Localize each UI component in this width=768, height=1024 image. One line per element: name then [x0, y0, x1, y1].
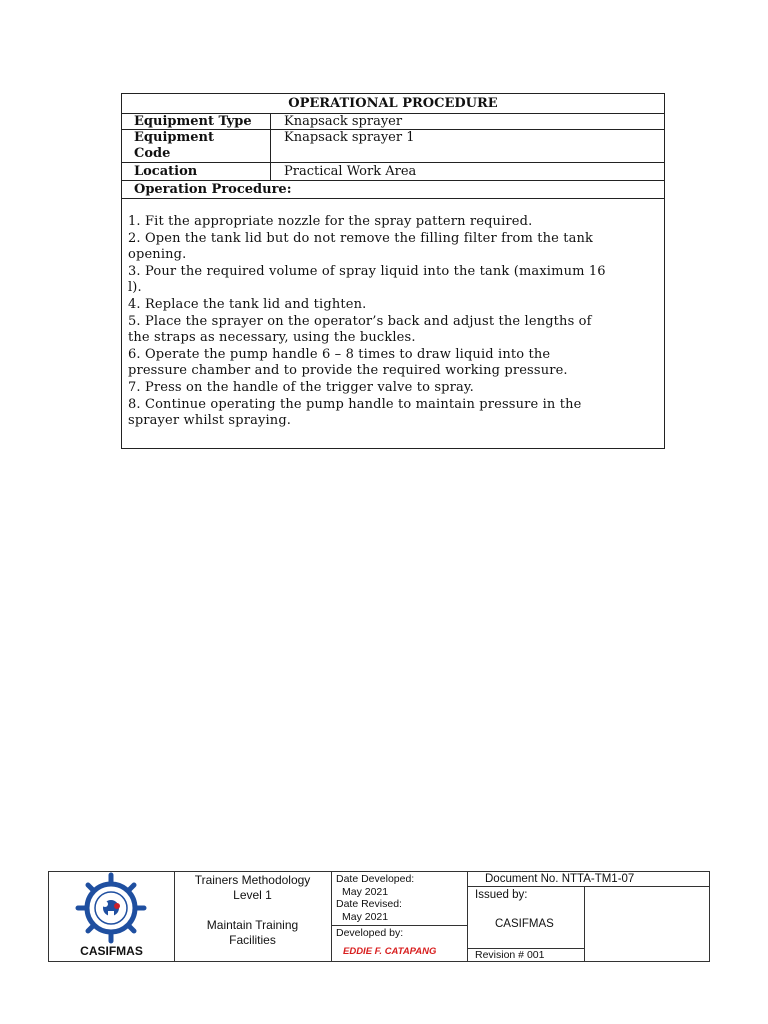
date-revised-label: Date Revised: — [336, 898, 402, 910]
step-line: 1. Fit the appropriate nozzle for the spray pattern required. — [128, 214, 533, 229]
procedure-title: OPERATIONAL PROCEDURE — [122, 94, 664, 114]
step-line: 3. Pour the required volume of spray liquid into the tank (maximum 16 — [128, 263, 606, 279]
step-line: 8. Continue operating the pump handle to maintain pressure in the — [128, 396, 582, 412]
module-line2: Facilities — [229, 933, 276, 947]
location-row — [122, 163, 664, 181]
operation-procedure-heading: Operation Procedure: — [134, 182, 292, 197]
operation-procedure-heading-row — [122, 181, 664, 199]
step-line: l). — [128, 280, 142, 296]
step-line: the straps as necessary, using the buckles. — [128, 330, 416, 346]
equipment-code-label-line1: Equipment — [134, 130, 214, 145]
issuer-name: CASIFMAS — [495, 918, 554, 930]
module-line1: Maintain Training — [206, 918, 299, 932]
equipment-code-row — [122, 130, 664, 163]
step-line: 5. Place the sprayer on the operator’s back and adjust the lengths of — [128, 313, 592, 329]
equipment-code-label-line2: Code — [134, 146, 171, 161]
equipment-type-row — [122, 114, 664, 130]
casifmas-logo — [49, 872, 174, 961]
course-line1: Trainers Methodology — [194, 873, 311, 887]
document-footer — [48, 871, 710, 962]
step-line: pressure chamber and to provide the required working pressure. — [128, 363, 568, 379]
equipment-code-label — [122, 130, 271, 162]
location-value: Practical Work Area — [284, 164, 417, 179]
course-line2: Level 1 — [233, 888, 272, 902]
procedure-steps — [128, 214, 656, 430]
step-line: opening. — [128, 247, 187, 263]
step-line: 6. Operate the pump handle 6 – 8 times to draw liquid into the — [128, 346, 551, 362]
issued-by-label: Issued by: — [475, 889, 528, 901]
date-revised-value: May 2021 — [342, 911, 389, 923]
document-number: Document No. NTTA-TM1-07 — [485, 873, 635, 885]
step-line: 4. Replace the tank lid and tighten. — [128, 296, 367, 312]
developer-name: EDDIE F. CATAPANG — [343, 946, 437, 957]
equipment-type-value: Knapsack sprayer — [284, 114, 403, 129]
step-line: sprayer whilst spraying. — [128, 413, 292, 429]
ship-wheel-logo-icon — [49, 872, 174, 944]
step-line: 2. Open the tank lid but do not remove the filling filter from the tank — [128, 230, 594, 246]
revision-number: Revision # 001 — [475, 949, 545, 961]
logo-text: CASIFMAS — [80, 944, 143, 958]
step-line: 7. Press on the handle of the trigger valve to spray. — [128, 379, 474, 395]
date-developed-label: Date Developed: — [336, 873, 415, 885]
date-developed-value: May 2021 — [342, 886, 389, 898]
developed-by-label: Developed by: — [336, 927, 404, 939]
location-label: Location — [122, 163, 271, 180]
operational-procedure-table — [121, 93, 665, 449]
equipment-code-value: Knapsack sprayer 1 — [284, 130, 415, 145]
equipment-type-label: Equipment Type — [122, 114, 271, 129]
course-module-cell — [174, 872, 331, 961]
